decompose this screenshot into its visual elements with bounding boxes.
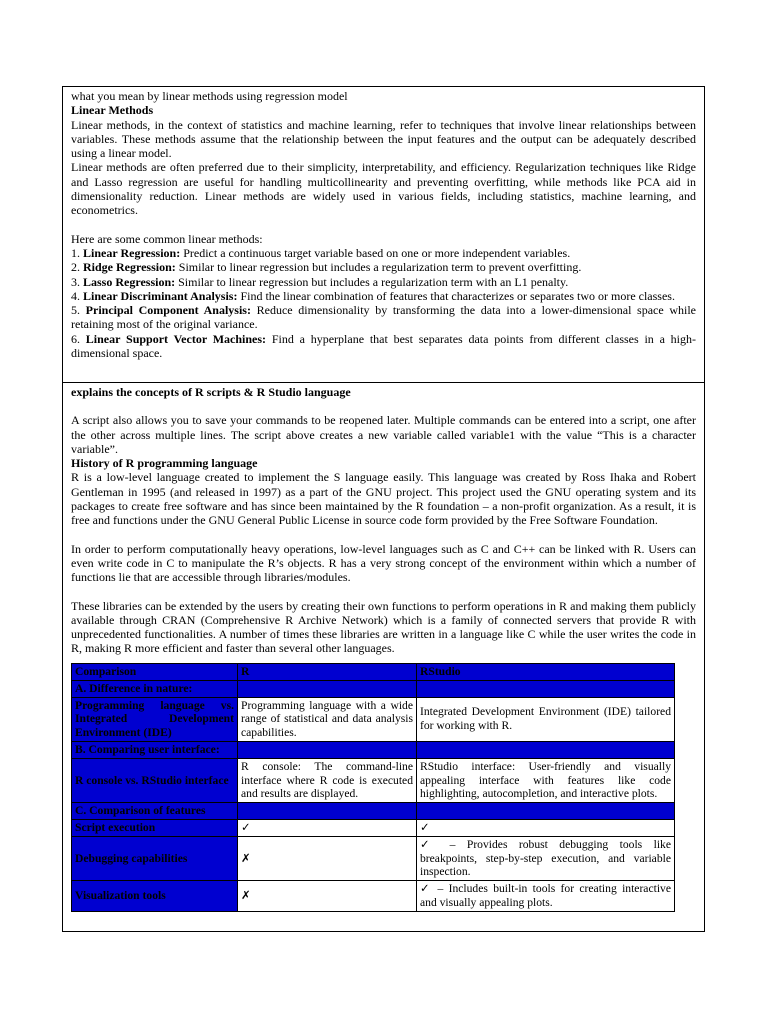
r-cell: R console: The command-line interface where R code is executed and results are displayed. xyxy=(238,758,417,802)
spacer xyxy=(71,528,696,542)
empty-cell xyxy=(417,803,675,820)
comparison-table xyxy=(71,663,675,912)
heading-linear-methods: Linear Methods xyxy=(71,103,154,118)
spacer xyxy=(71,218,696,232)
rstudio-cell: RStudio interface: User-friendly and visually appealing interface with features like code highlighting, autocompletion, and interactive plots. xyxy=(417,758,675,802)
spacer xyxy=(71,399,696,413)
methods-intro: Here are some common linear methods: xyxy=(71,231,263,246)
section-label-a: A. Difference in nature: xyxy=(72,680,238,697)
header-comparison: Comparison xyxy=(72,664,238,681)
question-2: explains the concepts of R scripts & R Studio language xyxy=(71,385,351,399)
paragraph-definition: Linear methods, in the context of statistics and machine learning, refer to techniques that involve linear relationships between variables. These methods assume that the relationship between the input features and the output can be adequately described using a linear model. xyxy=(71,117,696,161)
header-rstudio: RStudio xyxy=(417,664,675,681)
paragraph-script: A script also allows you to save your commands to be reopened later. Multiple commands can be entered into a script, one after the other across multiple lines. The script above creates a new variable called variable1 with the value “This is a character variable”. xyxy=(71,413,696,456)
method-item: 3. Lasso Regression: Similar to linear regression but includes a regularization term with an L1 penalty. xyxy=(71,274,569,289)
check-icon: ✓ xyxy=(417,819,675,836)
table-row xyxy=(72,758,675,802)
section-row-b xyxy=(72,741,675,758)
rstudio-cell: ✓ – Provides robust debugging tools like breakpoints, step-by-step execution, and variable inspection. xyxy=(417,836,675,880)
cross-icon: ✗ xyxy=(238,881,417,912)
section-row-a xyxy=(72,680,675,697)
r-scripts-cell xyxy=(63,383,704,931)
paragraph-low-level: In order to perform computationally heavy operations, low-level languages such as C and C++ can be linked with R. Users can even write code in C to manipulate the R’s objects. R has a very strong concept of the environment within which a number of functions lie that are accessible through libraries/modules. xyxy=(71,541,696,585)
paragraph-preferred: Linear methods are often preferred due to their simplicity, interpretability, and efficiency. Regularization techniques like Ridge and Lasso regression are useful for handling multicollinearity and preventing overfitting, while methods like PCA aid in dimensionality reduction. Linear methods are widely used in various fields, including statistics, machine learning, and econometrics. xyxy=(71,160,696,218)
row-label: Visualization tools xyxy=(72,881,238,912)
method-item: 5. Principal Component Analysis: Reduce dimensionality by transforming the data into a lower-dimensional space while retaining most of the original variance. xyxy=(71,303,697,332)
question-1: what you mean by linear methods using regression model xyxy=(71,89,348,103)
method-item: 2. Ridge Regression: Similar to linear regression but includes a regularization term to prevent overfitting. xyxy=(71,260,582,275)
table-header-row xyxy=(72,664,675,681)
section-label-c: C. Comparison of features xyxy=(72,803,238,820)
row-label: R console vs. RStudio interface xyxy=(72,758,238,802)
paragraph-libraries: These libraries can be extended by the users by creating their own functions to perform operations in R and making them publicly available through CRAN (Comprehensive R Archive Network) which is a family of connected servers that provide R with unprecedented functionalities. A number of times these libraries are written in a language like C while the user writes the code in R, making R more efficient and faster than several other languages. xyxy=(71,598,696,656)
spacer xyxy=(71,585,696,599)
empty-cell xyxy=(238,803,417,820)
cross-icon: ✗ xyxy=(238,836,417,880)
table-row xyxy=(72,819,675,836)
r-cell: Programming language with a wide range of statistical and data analysis capabilities. xyxy=(238,697,417,741)
rstudio-cell: ✓ – Includes built-in tools for creating interactive and visually appealing plots. xyxy=(417,881,675,912)
header-r: R xyxy=(238,664,417,681)
empty-cell xyxy=(238,680,417,697)
method-item: 1. Linear Regression: Predict a continuous target variable based on one or more independent variables. xyxy=(71,245,571,260)
heading-history: History of R programming language xyxy=(71,456,258,471)
empty-cell xyxy=(417,741,675,758)
table-row xyxy=(72,881,675,912)
table-row xyxy=(72,836,675,880)
paragraph-history: R is a low-level language created to implement the S language easily. This language was created by Ross Ihaka and Robert Gentleman in 1995 (and released in 1997) as a part of the GNU project. This project used the GNU operating system and its packages to create free software and has since been maintained by the R foundation – a non-profit organization. As a result, it is free and functions under the GNU General Public License in source code form provided by the Free Software Foundation. xyxy=(71,470,696,528)
method-item: 6. Linear Support Vector Machines: Find a hyperplane that best separates data points from different classes in a high-dimensional space. xyxy=(71,331,697,361)
section-label-b: B. Comparing user interface: xyxy=(72,741,238,758)
rstudio-cell: Integrated Development Environment (IDE) tailored for working with R. xyxy=(417,697,675,741)
document-frame xyxy=(62,86,705,932)
method-item: 4. Linear Discriminant Analysis: Find the linear combination of features that characterizes or separates two or more classes. xyxy=(71,288,675,303)
row-label: Programming language vs. Integrated Development Environment (IDE) xyxy=(72,697,238,741)
empty-cell xyxy=(417,680,675,697)
row-label: Debugging capabilities xyxy=(72,836,238,880)
linear-methods-cell xyxy=(63,87,704,383)
empty-cell xyxy=(238,741,417,758)
row-label: Script execution xyxy=(72,819,238,836)
section-row-c xyxy=(72,803,675,820)
table-row xyxy=(72,697,675,741)
check-icon: ✓ xyxy=(238,819,417,836)
